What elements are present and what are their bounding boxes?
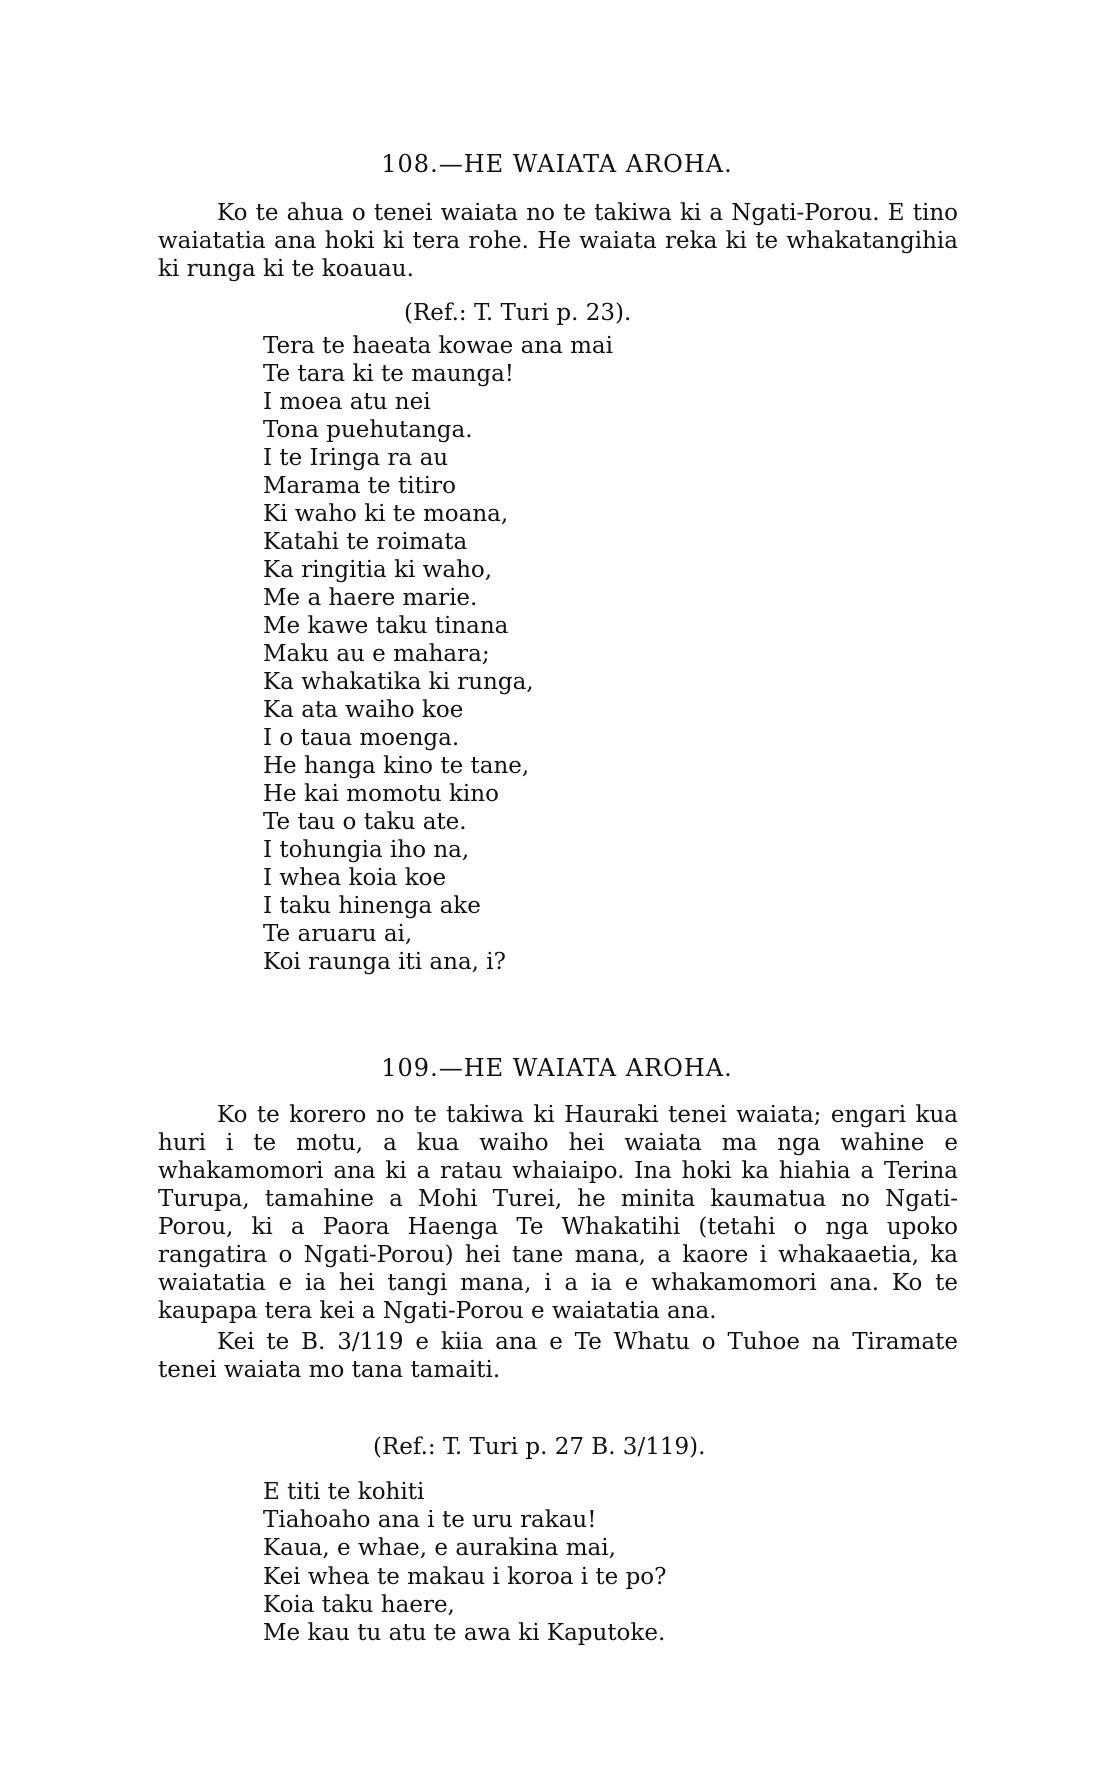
section-108-intro bbox=[158, 199, 958, 283]
poem-line: Maku au e mahara; bbox=[263, 641, 490, 667]
poem-line: Tera te haeata kowae ana mai bbox=[263, 333, 613, 359]
poem-line: Te tara ki te maunga! bbox=[263, 361, 515, 387]
poem-line: Ki waho ki te moana, bbox=[263, 501, 509, 527]
poem-line: He hanga kino te tane, bbox=[263, 753, 530, 779]
poem-line: Koi raunga iti ana, i? bbox=[263, 949, 506, 975]
poem-line: Tona puehutanga. bbox=[263, 417, 473, 443]
section-109-paragraph: Ko te korero no te takiwa ki Hauraki tenei waiata; engari kua huri i te motu, a kua waiho hei waiata ma nga wahine e whakamomori ana ki a ratau whaiaipo. Ina hoki ka hiahia a Terina Turupa, tamahine a Mohi Turei, he minita kaumatua no Ngati-Porou, ki a Paora Haenga Te Whakatihi (tetahi o nga upoko rangatira o Ngati-Porou) hei tane mana, a kaore i whakaaetia, ka waiatatia e ia hei tangi mana, i a ia e whakamomori ana. Ko te kaupapa tera kei a Ngati-Porou e waiatatia ana. bbox=[158, 1102, 958, 1324]
poem-line: Marama te titiro bbox=[263, 473, 457, 499]
poem-line: Katahi te roimata bbox=[263, 529, 468, 555]
section-109-intro bbox=[158, 1101, 958, 1384]
poem-line: I o taua moenga. bbox=[263, 725, 460, 751]
section-109-poem bbox=[263, 1478, 667, 1647]
section-108-poem bbox=[263, 332, 613, 976]
poem-line: Tiahoaho ana i te uru rakau! bbox=[263, 1507, 597, 1534]
poem-line: Ka ata waiho koe bbox=[263, 697, 464, 723]
poem-line: Te aruaru ai, bbox=[263, 921, 413, 947]
section-108-paragraph: Ko te ahua o tenei waiata no te takiwa ki a Ngati-Porou. E tino waiatatia ana hoki ki tera rohe. He waiata reka ki te whakatangihia ki runga ki te koauau. bbox=[158, 200, 958, 282]
poem-line: Kei whea te makau i koroa i te po? bbox=[263, 1563, 667, 1590]
poem-line: Koia taku haere, bbox=[263, 1591, 455, 1618]
section-109-reference: (Ref.: T. Turi p. 27 B. 3/119). bbox=[373, 1434, 706, 1460]
poem-line: Me kawe taku tinana bbox=[263, 613, 509, 639]
poem-line: Me a haere marie. bbox=[263, 585, 478, 611]
poem-line: I tohungia iho na, bbox=[263, 837, 470, 863]
poem-line: Te tau o taku ate. bbox=[263, 809, 467, 835]
poem-line: Me kau tu atu te awa ki Kaputoke. bbox=[263, 1620, 666, 1647]
poem-line: Ka whakatika ki runga, bbox=[263, 669, 534, 695]
poem-line: I te Iringa ra au bbox=[263, 445, 449, 471]
poem-line: E titi te kohiti bbox=[263, 1479, 425, 1505]
section-108-reference: (Ref.: T. Turi p. 23). bbox=[404, 300, 632, 326]
section-109-paragraph: Kei te B. 3/119 e kiia ana e Te Whatu o Tuhoe na Tiramate tenei waiata mo tana tamaiti. bbox=[158, 1329, 958, 1383]
section-108-heading: 108.—HE WAIATA AROHA. bbox=[381, 150, 733, 178]
poem-line: Ka ringitia ki waho, bbox=[263, 557, 493, 583]
poem-line: He kai momotu kino bbox=[263, 781, 499, 807]
section-109-heading: 109.—HE WAIATA AROHA. bbox=[381, 1054, 733, 1082]
poem-line: I taku hinenga ake bbox=[263, 893, 481, 919]
poem-line: I moea atu nei bbox=[263, 389, 431, 415]
poem-line: Kaua, e whae, e aurakina mai, bbox=[263, 1535, 616, 1562]
poem-line: I whea koia koe bbox=[263, 865, 447, 891]
